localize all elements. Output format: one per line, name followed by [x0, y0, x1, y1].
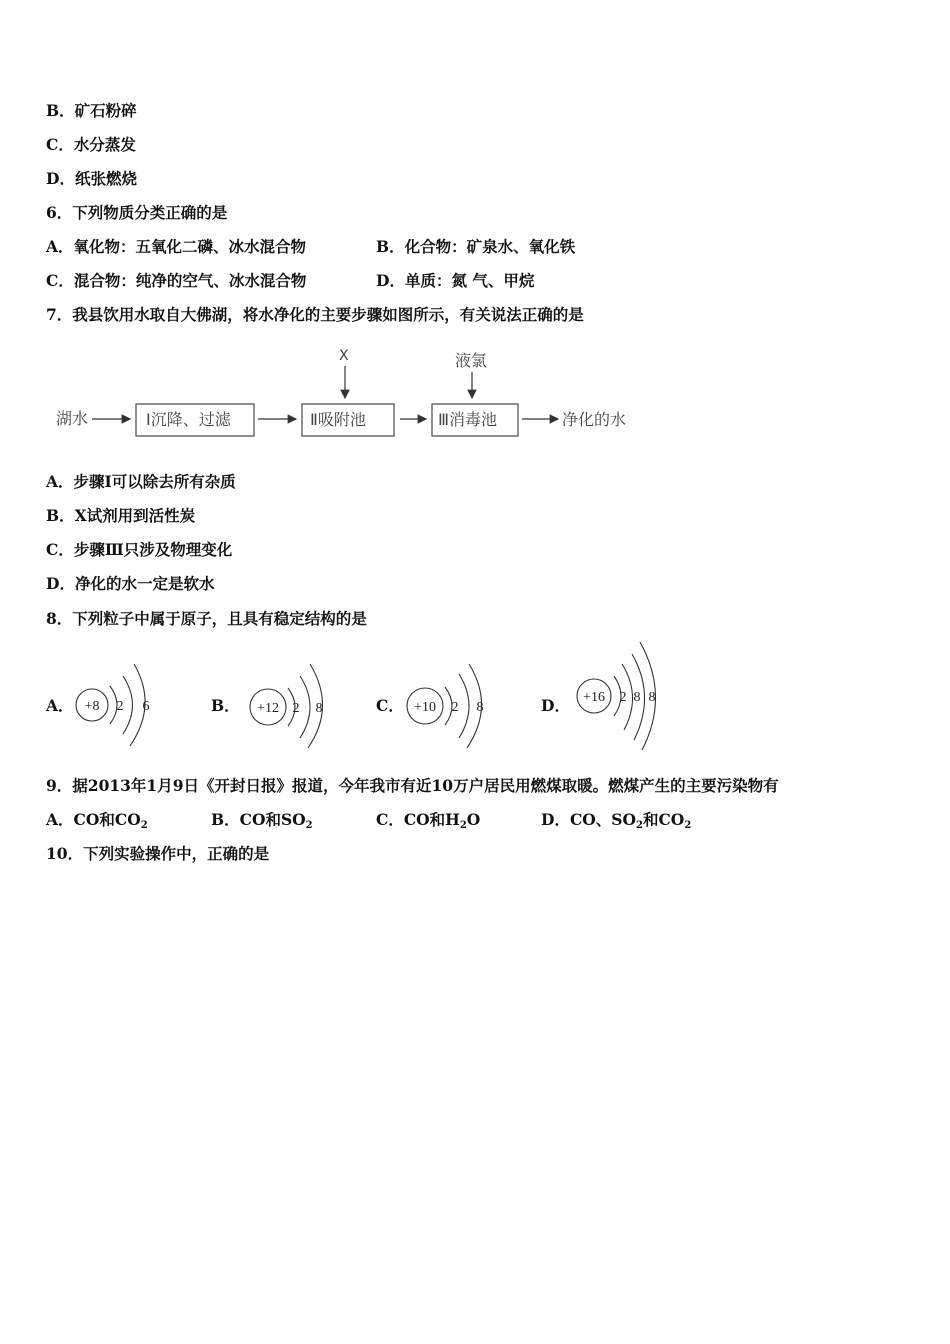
- option-text: 化合物：矿泉水、氧化铁: [404, 237, 576, 256]
- q9-option-d: [541, 810, 691, 830]
- input-x-label: X: [339, 348, 349, 364]
- option-text: 混合物：纯净的空气、冰水混合物: [73, 271, 307, 290]
- option-letter: D．: [46, 169, 75, 188]
- option-letter: D．: [541, 810, 570, 829]
- shell-arc: [123, 676, 133, 734]
- atom-diagram-c: [405, 636, 505, 761]
- option-text: 步骤Ⅰ可以除去所有杂质: [73, 472, 236, 491]
- option-letter: A．: [46, 472, 74, 491]
- q8-option-a-letter: A．: [46, 696, 74, 715]
- shell-arc: [459, 674, 469, 738]
- q8-option-d-letter: D．: [541, 696, 570, 715]
- subscript: 2: [459, 820, 467, 831]
- q5-option-d: [46, 169, 137, 189]
- subscript: 2: [684, 820, 692, 831]
- nucleus-charge: +10: [414, 700, 436, 715]
- option-letter: B．: [211, 810, 240, 829]
- q7-option-a: [46, 472, 236, 492]
- nucleus-charge: +8: [84, 699, 100, 714]
- q5-option-c: [46, 135, 136, 155]
- atom-diagram-a: [70, 636, 170, 761]
- shell-electrons: 8: [476, 700, 484, 715]
- q6-option-d: [376, 271, 534, 291]
- option-text: CO、SO: [569, 810, 636, 829]
- option-text: CO和CO: [73, 810, 141, 829]
- option-letter: A．: [46, 237, 74, 256]
- step2-label: Ⅱ吸附池: [310, 410, 366, 429]
- shell-arc: [300, 676, 310, 738]
- q9-option-a: [46, 810, 148, 830]
- subscript: 2: [305, 820, 313, 831]
- atom-diagram-b: [248, 636, 348, 761]
- atom-structure-options: [0, 636, 950, 761]
- option-text: 矿石粉碎: [74, 101, 137, 120]
- shell-electrons: 2: [619, 690, 627, 705]
- option-letter: D．: [46, 574, 75, 593]
- q8-stem: 8．下列粒子中属于原子，且具有稳定结构的是: [46, 609, 367, 628]
- option-letter: A．: [46, 810, 74, 829]
- option-letter: C．: [376, 810, 404, 829]
- input-cl-label: 液氯: [455, 351, 488, 370]
- q7-option-c: [46, 540, 232, 560]
- option-letter: B．: [46, 506, 75, 525]
- shell-electrons: 2: [292, 701, 300, 716]
- shell-electrons: 6: [142, 699, 150, 714]
- option-text: 步骤Ⅲ只涉及物理变化: [73, 540, 233, 559]
- q7-option-b: [46, 506, 195, 526]
- q6-option-c: [46, 271, 306, 291]
- q9-option-b: [211, 810, 313, 830]
- option-text: 单质：氮 气、甲烷: [404, 271, 535, 290]
- subscript: 2: [140, 820, 148, 831]
- option-text: CO和H: [403, 810, 460, 829]
- q8-option-c-letter: C．: [376, 696, 404, 715]
- output-label: 净化的水: [562, 410, 627, 429]
- q7-option-d: [46, 574, 214, 594]
- q6-option-a: [46, 237, 306, 257]
- q7-stem: 7．我县饮用水取自大佛湖，将水净化的主要步骤如图所示，有关说法正确的是: [46, 305, 584, 324]
- option-letter: C．: [46, 540, 74, 559]
- option-text: 水分蒸发: [73, 135, 136, 154]
- shell-electrons: 8: [633, 690, 641, 705]
- nucleus-charge: +16: [583, 690, 605, 705]
- option-text-tail: O: [466, 810, 481, 829]
- nucleus-charge: +12: [257, 701, 279, 716]
- q6-option-b: [376, 237, 575, 257]
- water-purification-diagram: [50, 338, 640, 450]
- step3-label: Ⅲ消毒池: [438, 410, 498, 429]
- option-text-tail: 和CO: [642, 810, 685, 829]
- option-text: 纸张燃烧: [74, 169, 137, 188]
- q9-stem: 9．据2013年1月9日《开封日报》报道，今年我市有近10万户居民用燃煤取暖。燃煤产生的主要污染物有: [46, 776, 779, 795]
- option-text: 净化的水一定是软水: [74, 574, 215, 593]
- option-text: CO和SO: [239, 810, 306, 829]
- shell-electrons: 8: [315, 701, 323, 716]
- q5-option-b: [46, 101, 137, 121]
- option-letter: D．: [376, 271, 405, 290]
- q9-option-c: [376, 810, 480, 830]
- source-label: 湖水: [56, 409, 89, 428]
- option-letter: C．: [46, 135, 74, 154]
- q8-option-b-letter: B．: [211, 696, 240, 715]
- subscript: 2: [636, 820, 643, 831]
- option-text: X试剂用到活性炭: [74, 506, 196, 525]
- step1-label: Ⅰ沉降、过滤: [146, 410, 231, 429]
- option-letter: B．: [376, 237, 405, 256]
- q10-stem: 10．下列实验操作中，正确的是: [46, 844, 270, 863]
- option-letter: B．: [46, 101, 75, 120]
- atom-diagram-d: [572, 636, 682, 761]
- shell-electrons: 2: [116, 699, 124, 714]
- q6-stem: 6．下列物质分类正确的是: [46, 203, 228, 222]
- option-text: 氧化物：五氧化二磷、冰水混合物: [73, 237, 307, 256]
- shell-electrons: 8: [648, 690, 656, 705]
- shell-electrons: 2: [451, 700, 459, 715]
- option-letter: C．: [46, 271, 74, 290]
